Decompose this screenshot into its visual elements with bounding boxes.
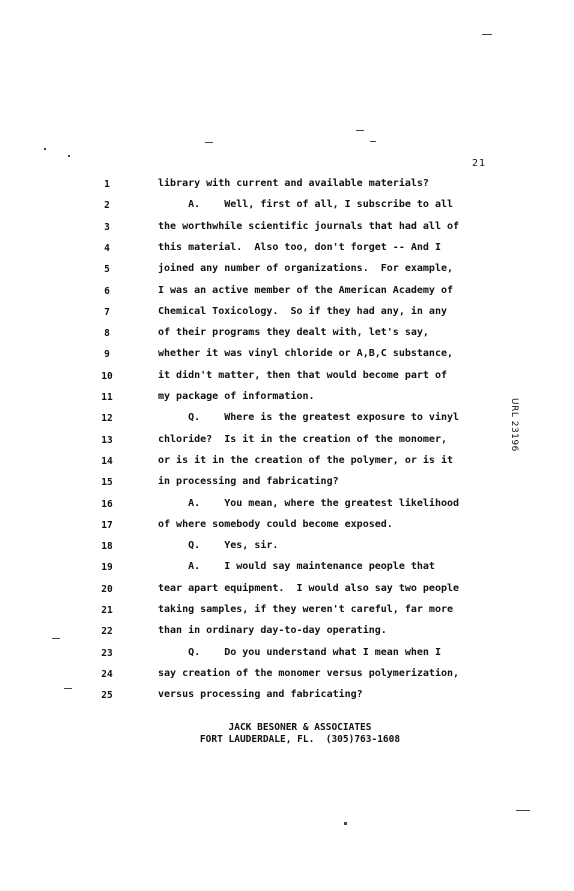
scan-speck	[44, 148, 46, 150]
line-text: say creation of the monomer versus polymerization,	[158, 667, 460, 679]
line-text: tear apart equipment. I would also say two people	[158, 582, 460, 594]
scan-speck	[516, 810, 530, 811]
line-number: 11	[101, 392, 113, 403]
line-number: 10	[101, 370, 113, 382]
line-text: in processing and fabricating?	[158, 476, 339, 488]
line-number: 4	[104, 242, 110, 254]
line-text: library with current and available materials?	[158, 178, 429, 189]
transcript-line	[0, 199, 574, 213]
transcript-line	[0, 434, 574, 448]
line-number: 21	[101, 605, 113, 616]
line-text: Q. Yes, sir.	[158, 540, 279, 552]
line-number: 19	[101, 562, 113, 574]
line-text: it didn't matter, then that would become part of	[158, 369, 447, 381]
line-text: my package of information.	[158, 391, 315, 402]
line-number: 15	[101, 477, 113, 489]
reporter-name: JACK BESONER & ASSOCIATES	[228, 722, 372, 733]
line-number: 17	[101, 519, 113, 531]
line-text: A. Well, first of all, I subscribe to all	[158, 199, 454, 211]
transcript-line	[0, 668, 574, 682]
line-text: A. You mean, where the greatest likelihood	[158, 497, 460, 509]
line-text: versus processing and fabricating?	[158, 689, 363, 701]
line-number: 18	[101, 541, 113, 553]
transcript-line	[0, 519, 574, 533]
scan-speck	[482, 34, 492, 35]
line-number: 24	[101, 668, 113, 680]
transcript-line	[0, 412, 574, 426]
line-text: Chemical Toxicology. So if they had any, in any	[158, 305, 447, 317]
scan-speck	[344, 822, 347, 825]
transcript-line	[0, 327, 574, 341]
line-number: 2	[104, 200, 110, 212]
line-number: 3	[104, 221, 110, 233]
transcript-line	[0, 370, 574, 384]
line-text: of where somebody could become exposed.	[158, 518, 393, 530]
scan-speck	[205, 142, 213, 143]
line-number: 23	[101, 647, 113, 659]
line-text: whether it was vinyl chloride or A,B,C substance,	[158, 348, 454, 360]
line-text: taking samples, if they weren't careful, far more	[158, 604, 454, 615]
scan-speck	[68, 155, 70, 157]
transcript-line	[0, 285, 574, 299]
line-number: 20	[101, 583, 113, 595]
transcript-line	[0, 242, 574, 256]
transcript-line	[0, 561, 574, 575]
line-number: 7	[104, 306, 110, 318]
line-text: chloride? Is it in the creation of the monomer,	[158, 433, 447, 445]
page-number: 21	[472, 158, 487, 169]
transcript-line	[0, 391, 574, 405]
transcript-line	[0, 348, 574, 362]
line-text: this material. Also too, don't forget -- And I	[158, 241, 441, 253]
bates-stamp: URL 23196	[509, 398, 519, 452]
transcript-line	[0, 647, 574, 661]
line-number: 22	[101, 626, 113, 638]
transcript-line	[0, 455, 574, 469]
line-number: 12	[101, 413, 113, 425]
line-number: 1	[104, 179, 110, 190]
line-text: A. I would say maintenance people that	[158, 561, 435, 573]
transcript-line	[0, 476, 574, 490]
reporter-contact: FORT LAUDERDALE, FL. (305)763-1608	[199, 734, 401, 745]
line-number: 5	[104, 264, 110, 276]
line-text: or is it in the creation of the polymer, or is it	[158, 454, 454, 466]
transcript-line	[0, 689, 574, 703]
line-number: 25	[101, 690, 113, 702]
scan-speck	[370, 141, 376, 142]
line-text: Q. Do you understand what I mean when I	[158, 646, 441, 658]
transcript-line	[0, 625, 574, 639]
line-text: I was an active member of the American Academy of	[158, 284, 454, 296]
transcript-line	[0, 583, 574, 597]
line-number: 6	[104, 285, 110, 297]
scan-speck	[52, 638, 60, 639]
line-number: 8	[104, 328, 110, 340]
line-text: of their programs they dealt with, let's say,	[158, 327, 429, 339]
line-number: 16	[101, 498, 113, 510]
scan-speck	[356, 130, 364, 131]
line-text: than in ordinary day-to-day operating.	[158, 625, 387, 637]
line-number: 13	[101, 434, 113, 446]
transcript-line	[0, 498, 574, 512]
transcript-line	[0, 604, 574, 618]
line-number: 14	[101, 455, 113, 467]
line-number: 9	[104, 349, 110, 361]
transcript-line	[0, 221, 574, 235]
line-text: the worthwhile scientific journals that had all of	[158, 220, 460, 232]
line-text: joined any number of organizations. For example,	[158, 263, 454, 275]
transcript-line	[0, 263, 574, 277]
scan-speck	[64, 688, 72, 689]
line-text: Q. Where is the greatest exposure to vinyl	[158, 412, 460, 424]
transcript-line	[0, 306, 574, 320]
transcript-line	[0, 178, 574, 192]
transcript-line	[0, 540, 574, 554]
